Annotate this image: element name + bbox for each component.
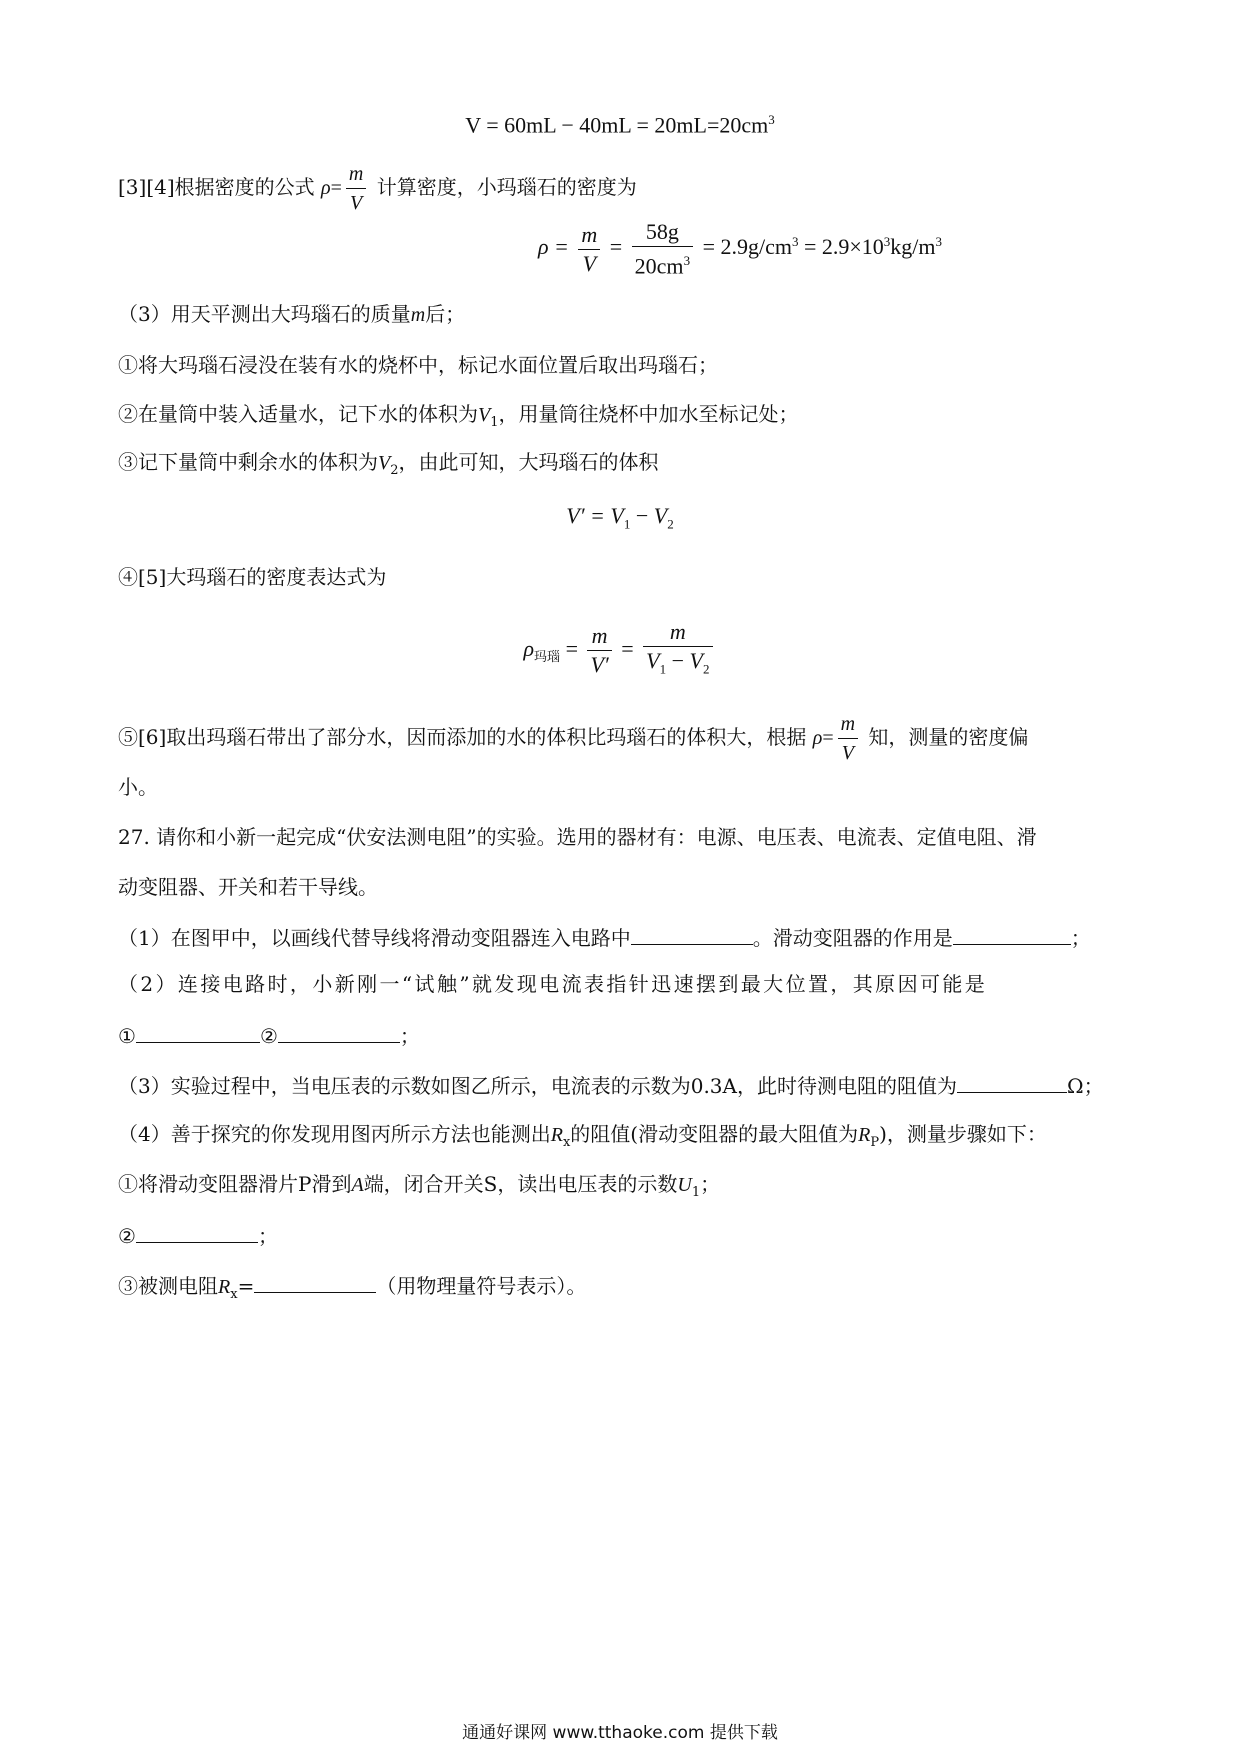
answer-blank[interactable] [136, 1020, 260, 1043]
answer-blank[interactable] [136, 1220, 258, 1243]
den-text: 20cm [634, 253, 684, 279]
denominator: V′ [590, 652, 609, 678]
fraction-m-v [838, 710, 858, 767]
sup: 3 [791, 233, 799, 249]
numerator: m [578, 221, 600, 250]
step-2 [118, 1220, 278, 1250]
text: 的阻值(滑动变阻器的最大阻值为 [570, 1122, 859, 1146]
paragraph-s4: ④[5]大玛瑙石的密度表达式为 [118, 565, 387, 589]
question-27-part1 [118, 922, 1091, 952]
lhs: V′ = [566, 503, 611, 528]
var-u: U [677, 1174, 692, 1196]
paragraph-s5-cont: 小。 [118, 775, 158, 799]
equation-density-large [0, 618, 1240, 683]
text: （3）用天平测出大玛瑙石的质量 [118, 302, 411, 326]
equation-volume-large [0, 503, 1240, 532]
text: [3][4]根据密度的公式 [118, 175, 315, 199]
denominator: V [350, 192, 363, 214]
fraction-m-v [578, 221, 600, 278]
result-c: kg/m [890, 234, 936, 260]
rho: ρ [523, 635, 535, 661]
text: ③记下量筒中剩余水的体积为 [118, 450, 378, 474]
equals: = [330, 177, 342, 199]
sup: 3 [935, 233, 943, 249]
page-footer: 通通好课网 www.tthaoke.com 提供下载 [462, 1723, 778, 1743]
fraction-m-over-v [346, 160, 366, 217]
v2: V [689, 648, 703, 673]
numerator: m [838, 710, 858, 739]
question-27-line2: 动变阻器、开关和若干导线。 [118, 875, 378, 899]
numerator: 58g [632, 218, 693, 247]
question-27-part4 [118, 1120, 1047, 1157]
sub: x [230, 1287, 238, 1302]
numerator: m [346, 160, 366, 189]
text: ② [118, 1224, 136, 1248]
step-1 [118, 1170, 720, 1207]
equals: = [560, 635, 584, 661]
sub: 2 [703, 661, 710, 677]
text: ，由此可知，大玛瑙石的体积 [398, 450, 659, 474]
text: （4）善于探究的你发现用图丙所示方法也能测出 [118, 1122, 551, 1146]
sub: 1 [691, 1185, 701, 1200]
var-a: A [351, 1174, 364, 1196]
text: Ω； [1066, 1074, 1104, 1098]
question-27-line1: 27. 请你和小新一起完成“伏安法测电阻”的实验。选用的器材有：电源、电压表、电流表、定值电阻、滑 [118, 825, 1037, 849]
fraction-58g [632, 218, 693, 280]
denominator: V [841, 742, 854, 764]
text: 知，测量的密度偏 [868, 725, 1029, 749]
var-v: V [478, 404, 491, 426]
equals: = [822, 727, 834, 749]
text: ； [1070, 926, 1091, 950]
text: 后； [425, 302, 466, 326]
text: ①将滑动变阻器滑片P滑到 [118, 1172, 352, 1196]
text: 。滑动变阻器的作用是 [752, 926, 953, 950]
text: ； [700, 1172, 721, 1196]
answer-blank[interactable] [953, 922, 1071, 945]
var-r: R [218, 1276, 231, 1298]
answer-blank[interactable] [957, 1070, 1067, 1093]
equation-volume-sup: 3 [768, 112, 775, 127]
minus: − [666, 648, 690, 673]
text: ，用量筒往烧杯中加水至标记处； [498, 402, 799, 426]
answer-blank[interactable] [631, 922, 753, 945]
text: ③被测电阻 [118, 1274, 218, 1298]
var-r: R [550, 1124, 563, 1146]
var-m: m [410, 304, 426, 326]
lhs: ρ = [537, 234, 569, 260]
paragraph-s5 [118, 710, 1028, 767]
text: ； [257, 1224, 278, 1248]
den-sup: 3 [683, 253, 691, 268]
text: )，测量步骤如下： [879, 1122, 1047, 1146]
fraction-m-vprime [587, 622, 611, 679]
text: 计算密度，小玛瑙石的密度为 [376, 175, 637, 199]
paragraph-step3 [118, 300, 465, 329]
sub: 1 [623, 516, 631, 532]
text: 端，闭合开关S，读出电压表的示数 [363, 1172, 678, 1196]
var-v: V [378, 452, 391, 474]
step-3 [118, 1270, 586, 1309]
minus: − [630, 503, 654, 528]
paragraph-s2 [118, 400, 799, 437]
v1: V [610, 503, 624, 528]
equation-density [120, 218, 1240, 280]
question-27-part2-blanks [118, 1020, 420, 1050]
numerator: m [587, 622, 611, 651]
text: ； [399, 1024, 420, 1048]
rho-symbol: ρ [321, 177, 331, 199]
paragraph-density-formula [118, 160, 637, 217]
rho-sub: 玛瑙 [534, 649, 561, 665]
text: （用物理量符号表示）。 [376, 1274, 587, 1298]
denominator [643, 647, 712, 683]
sub: 1 [490, 415, 499, 430]
fraction-m-v1v2 [643, 618, 712, 683]
sub: x [562, 1135, 571, 1150]
equals: = [609, 234, 623, 260]
result-b: = 2.9×10 [798, 234, 884, 260]
sub: 2 [667, 516, 674, 532]
text: ① [118, 1024, 136, 1048]
var-rp: R [858, 1124, 871, 1146]
equation-volume-text: V = 60mL − 40mL = 20mL=20cm [465, 112, 769, 138]
question-27-part2: （2）连接电路时，小新刚一“试触”就发现电流表指针迅速摆到最大位置，其原因可能是 [118, 972, 988, 996]
v1: V [646, 648, 660, 673]
answer-blank[interactable] [254, 1270, 376, 1293]
answer-blank[interactable] [278, 1020, 400, 1043]
result-a: = 2.9g/cm [702, 234, 792, 260]
paragraph-s3 [118, 448, 659, 485]
sub: 1 [659, 661, 667, 677]
paragraph-s1: ①将大玛瑙石浸没在装有水的烧杯中，标记水面位置后取出玛瑙石； [118, 353, 718, 377]
text: ② [259, 1024, 278, 1048]
denominator: V [582, 250, 597, 276]
equation-volume [0, 112, 1240, 138]
equals: = [237, 1274, 255, 1298]
sub: P [870, 1135, 880, 1150]
sup: 3 [883, 233, 891, 249]
sub: 2 [390, 463, 399, 478]
v2: V [653, 503, 668, 528]
text: （1）在图甲中，以画线代替导线将滑动变阻器连入电路中 [118, 926, 631, 950]
denominator [632, 247, 693, 280]
rho: ρ [812, 727, 823, 749]
text: ⑤[6]取出玛瑙石带出了部分水，因而添加的水的体积比玛瑙石的体积大，根据 [118, 725, 807, 749]
text: ②在量筒中装入适量水，记下水的体积为 [118, 402, 478, 426]
equals: = [621, 635, 634, 661]
text: （3）实验过程中，当电压表的示数如图乙所示，电流表的示数为0.3A，此时待测电阻的阻值为 [118, 1074, 957, 1098]
question-27-part3 [118, 1070, 1104, 1100]
numerator: m [643, 618, 712, 647]
